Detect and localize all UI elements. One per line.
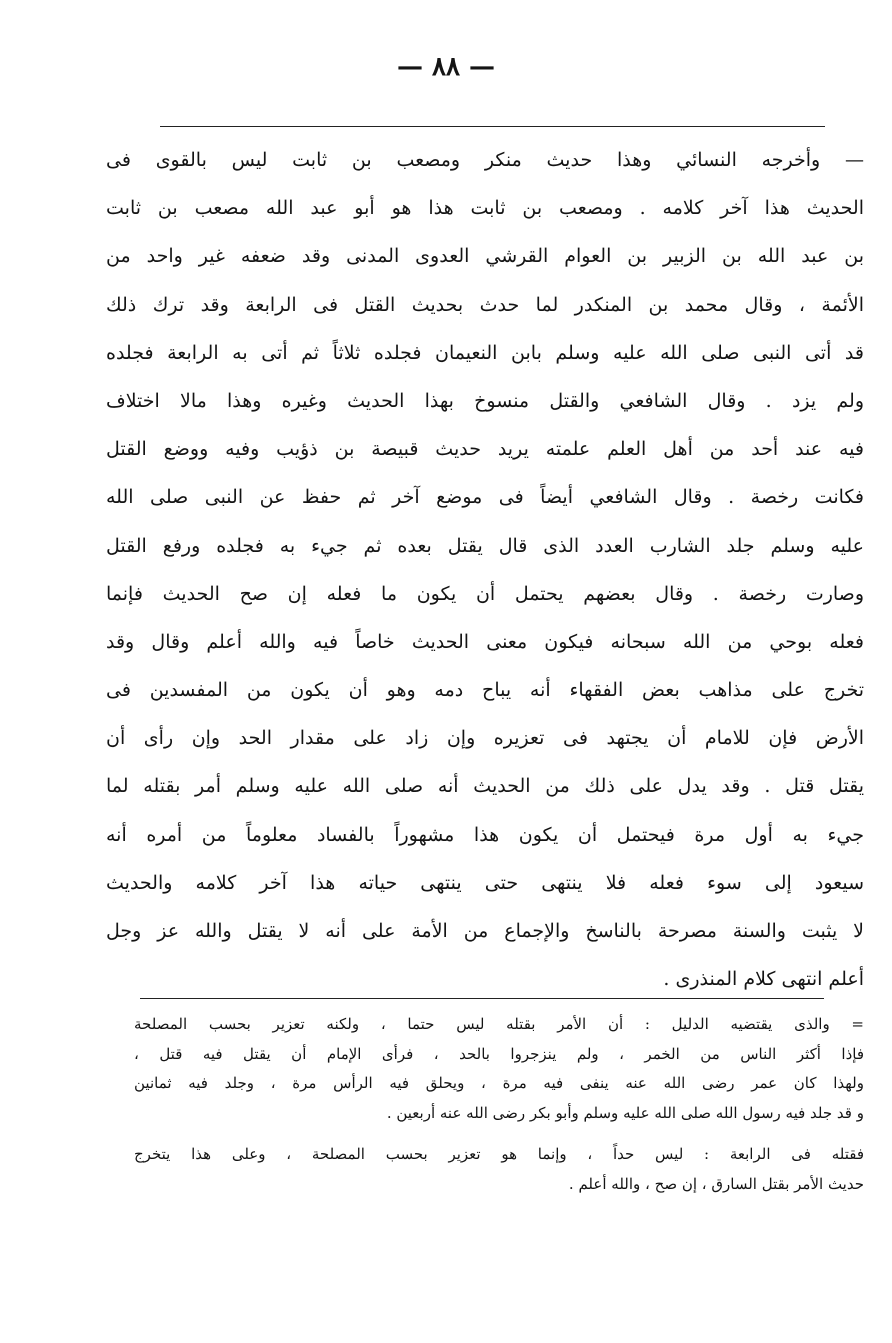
main-text-line: أعلم انتهى كلام المنذرى .: [663, 968, 864, 991]
main-text-line: لا يثبت والسنة مصرحة بالناسخ والإجماع من الأمة على أنه لا يقتل والله عز وجل: [106, 920, 864, 942]
main-text-line: بن عبد الله بن الزبير بن العوام القرشي العدوى المدنى وقد ضعفه غير واحد من: [106, 245, 864, 268]
main-text-line: وصارت رخصة . وقال بعضهم يحتمل أن يكون ما فعله إن صح الحديث فإنما: [106, 582, 864, 605]
footnote-line: و قد جلد فيه رسول الله صلى الله عليه وسلم وأبو بكر رضى الله عنه أربعين .: [386, 1103, 864, 1122]
main-text-line: جيء به أول مرة فيحتمل أن يكون هذا مشهوراً بالفساد معلوماً من أمره أنه: [106, 823, 864, 846]
main-text-body: [106, 136, 864, 1003]
footnote-line: ولهذا كان عمر رضى الله عنه ينفى فيه مرة ، ويحلق فيه الرأس مرة ، وجلد فيه ثمانين: [134, 1074, 864, 1092]
main-text-line: — وأخرجه النسائي وهذا حديث منكر ومصعب بن ثابت ليس بالقوى فى: [106, 149, 864, 171]
main-text-line: الحديث هذا آخر كلامه . ومصعب بن ثابت هذا هو أبو عبد الله مصعب بن ثابت: [106, 197, 864, 220]
page-number: — ٨٨ —: [396, 52, 496, 82]
footnote-divider: [140, 998, 824, 999]
main-text-line: الأرض فإن للامام أن يجتهد فى تعزيره وإن زاد على مقدار الحد وإن رأى أن: [106, 727, 864, 750]
main-text-line: يقتل قتل . وقد يدل على ذلك من الحديث أنه صلى الله عليه وسلم أمر بقتله لما: [106, 775, 864, 798]
main-text-line: قد أتى النبى صلى الله عليه وسلم بابن النعيمان فجلده ثلاثاً ثم أتى به الرابعة فجلده: [106, 341, 864, 364]
main-text-line: فعله بوحي من الله سبحانه فيكون معنى الحديث خاصاً فيه والله أعلم وقال وقد: [106, 630, 864, 653]
footnote-spacer: [134, 1128, 864, 1140]
main-text-line: تخرج على مذاهب بعض الفقهاء أنه يباح دمه وهو أن يكون من المفسدين فى: [106, 679, 864, 702]
main-text-line: فيه عند أحد من أهل العلم علمته يريد حديث قبيصة بن ذؤيب وفيه ووضع القتل: [106, 438, 864, 461]
main-text-line: ولم يزد . وقال الشافعي والقتل منسوخ بهذا الحديث وغيره وهذا مالا اختلاف: [106, 389, 864, 412]
main-text-line: عليه وسلم جلد الشارب العدد الذى قال يقتل بعده ثم جيء به فجلده ورفع القتل: [106, 534, 864, 557]
header-divider: [160, 126, 825, 127]
footnote-line: = والذى يقتضيه الدليل : أن الأمر بقتله ليس حتما ، ولكنه تعزير بحسب المصلحة: [134, 1015, 864, 1033]
footnote-line: حديث الأمر بقتل السارق ، إن صح ، والله أعلم .: [568, 1174, 864, 1193]
footnote-line: فقتله فى الرابعة : ليس حداً ، وإنما هو تعزير بحسب المصلحة ، وعلى هذا يتخرج: [134, 1145, 864, 1163]
footnotes: [134, 1010, 864, 1199]
main-text-line: سيعود إلى سوء فعله فلا ينتهى حتى ينتهى حياته هذا آخر كلامه والحديث: [106, 871, 864, 894]
main-text-line: فكانت رخصة . وقال الشافعي أيضاً فى موضع آخر ثم حفظ عن النبى صلى الله: [106, 486, 864, 509]
main-text-line: الأئمة ، وقال محمد بن المنكدر لما حدث بحديث القتل فى الرابعة وقد ترك ذلك: [106, 293, 864, 316]
footnote-line: فإذا أكثر الناس من الخمر ، ولم ينزجروا بالحد ، فرأى الإمام أن يقتل فيه قتل ،: [134, 1044, 864, 1063]
